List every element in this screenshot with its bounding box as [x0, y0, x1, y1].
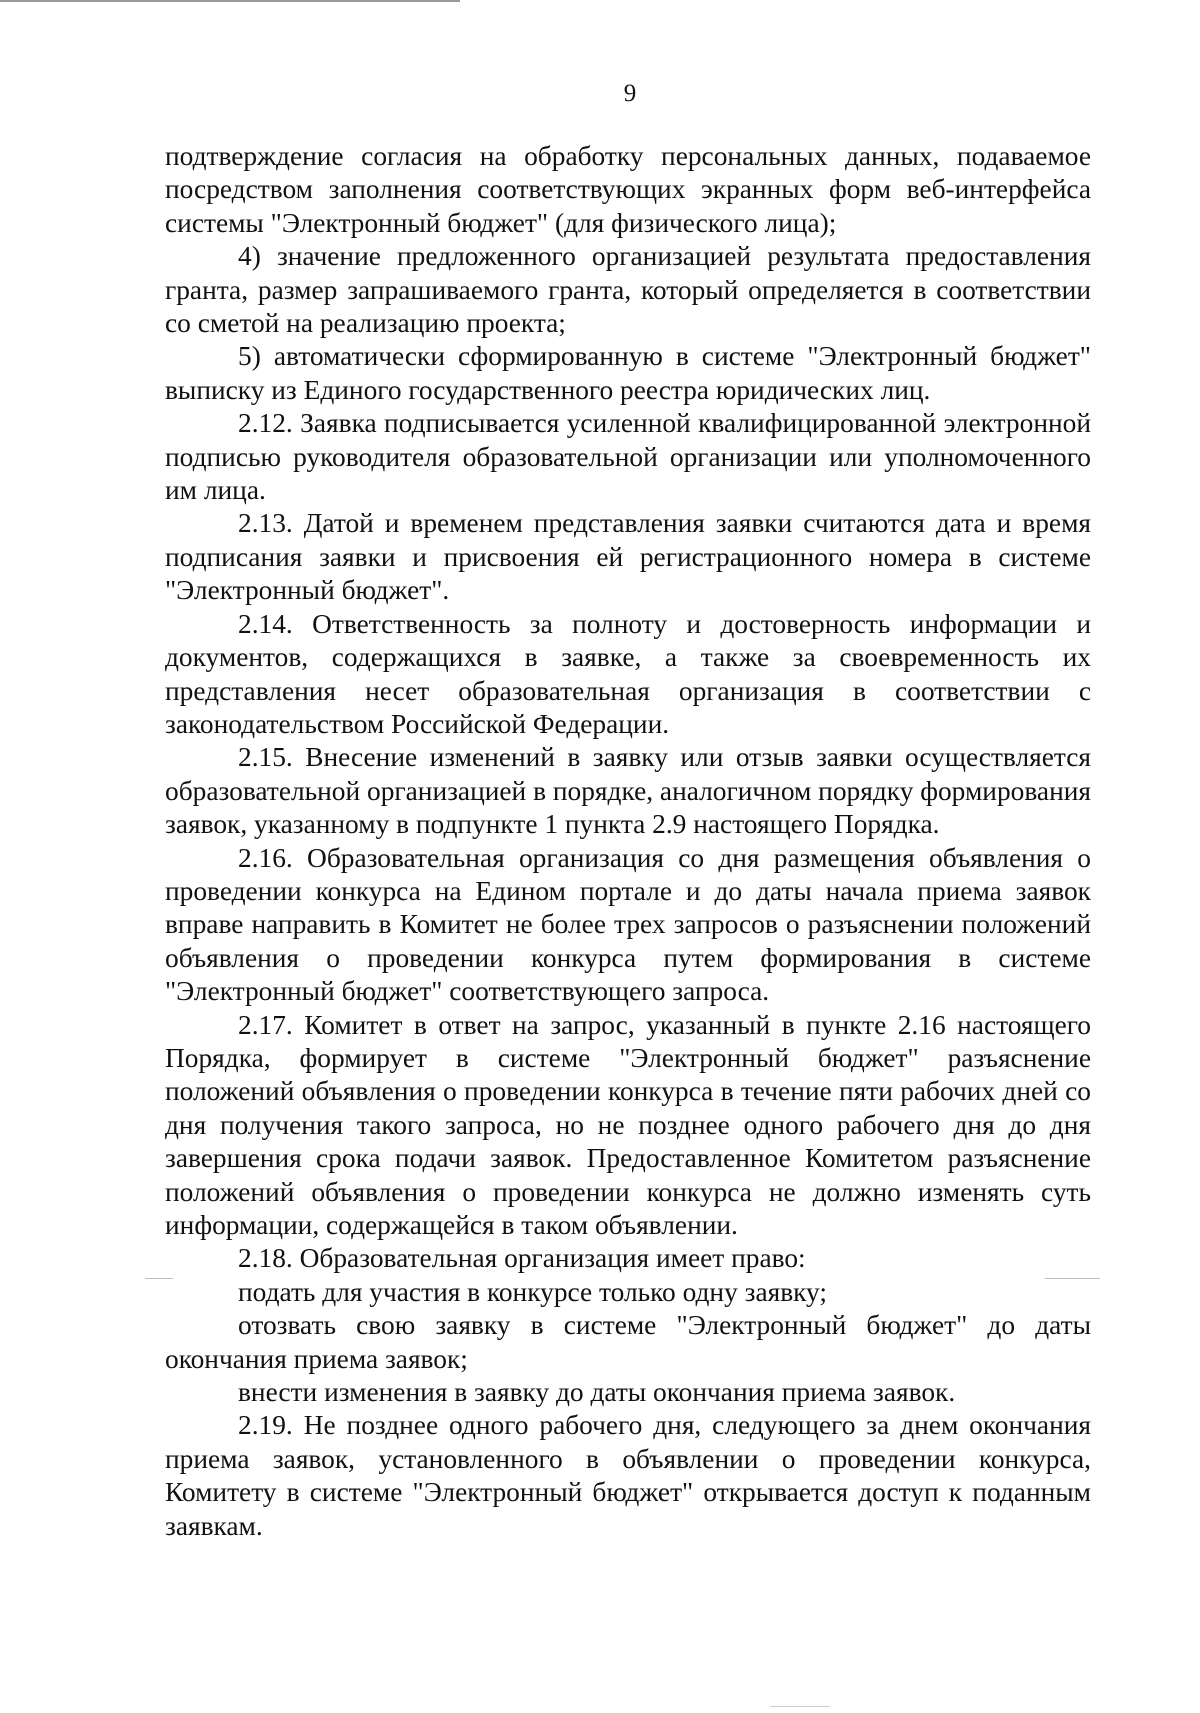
paragraph-right-withdraw: отозвать свою заявку в системе "Электронный бюджет" до даты окончания приема заявок; [165, 1310, 1091, 1374]
paragraph-item-4: 4) значение предложенного организацией результата предоставления гранта, размер запрашиваемого гранта, который определяется в соответствии со сметой на реализацию проекта; [165, 241, 1091, 339]
scan-speck [145, 1278, 173, 1279]
paragraph-2-16: 2.16. Образовательная организация со дня размещения объявления о проведении конкурса на Едином портале и до даты начала приема заявок вправе направить в Комитет не более трех запросов о разъяснении положений объявления о проведении конкурса путем формирования в системе "Электронный бюджет" соответствующего запроса. [165, 842, 1091, 1007]
scan-edge-rule [0, 0, 460, 2]
paragraph-2-18: 2.18. Образовательная организация имеет право: [238, 1243, 806, 1274]
paragraph-2-12: 2.12. Заявка подписывается усиленной квалифицированной электронной подписью руководителя образовательной организации или уполномоченного им лица. [165, 408, 1091, 506]
paragraph-2-13: 2.13. Датой и временем представления заявки считаются дата и время подписания заявки и присвоения ей регистрационного номера в системе "Электронный бюджет". [165, 508, 1091, 606]
paragraph-2-15: 2.15. Внесение изменений в заявку или отзыв заявки осуществляется образовательной организацией в порядке, аналогичном порядку формирования заявок, указанному в подпункте 1 пункта 2.9 настоящего Порядка. [165, 742, 1091, 840]
paragraph-consent: подтверждение согласия на обработку персональных данных, подаваемое посредством заполнения соответствующих экранных форм веб-интерфейса системы "Электронный бюджет" (для физического лица); [165, 141, 1091, 238]
paragraph-2-17: 2.17. Комитет в ответ на запрос, указанный в пункте 2.16 настоящего Порядка, формирует в системе "Электронный бюджет" разъяснение положений объявления о проведении конкурса в течение пяти рабочих дней со дня получения такого запроса, но не позднее одного рабочего дня до дня завершения срока подачи заявок. Предоставленное Комитетом разъяснение положений объявления о проведении конкурса не должно изменять суть информации, содержащейся в таком объявлении. [165, 1009, 1091, 1240]
paragraph-right-submit-one: подать для участия в конкурсе только одну заявку; [238, 1276, 828, 1307]
paragraph-item-5: 5) автоматически сформированную в системе "Электронный бюджет" выписку из Единого государственного реестра юридических лиц. [165, 341, 1091, 405]
paragraph-right-modify: внести изменения в заявку до даты окончания приема заявок. [238, 1377, 956, 1408]
page-number: 9 [623, 80, 637, 107]
paragraph-2-19: 2.19. Не позднее одного рабочего дня, следующего за днем окончания приема заявок, установленного в объявлении о проведении конкурса, Комитету в системе "Электронный бюджет" открывается доступ к поданным заявкам. [165, 1410, 1091, 1541]
scan-speck [770, 1706, 830, 1707]
paragraph-2-14: 2.14. Ответственность за полноту и достоверность информации и документов, содержащихся в заявке, а также за своевременность их представления несет образовательная организация в соответствии с законодательством Российской Федерации. [165, 608, 1091, 739]
scan-speck [1045, 1278, 1100, 1279]
document-body [165, 140, 1091, 1543]
